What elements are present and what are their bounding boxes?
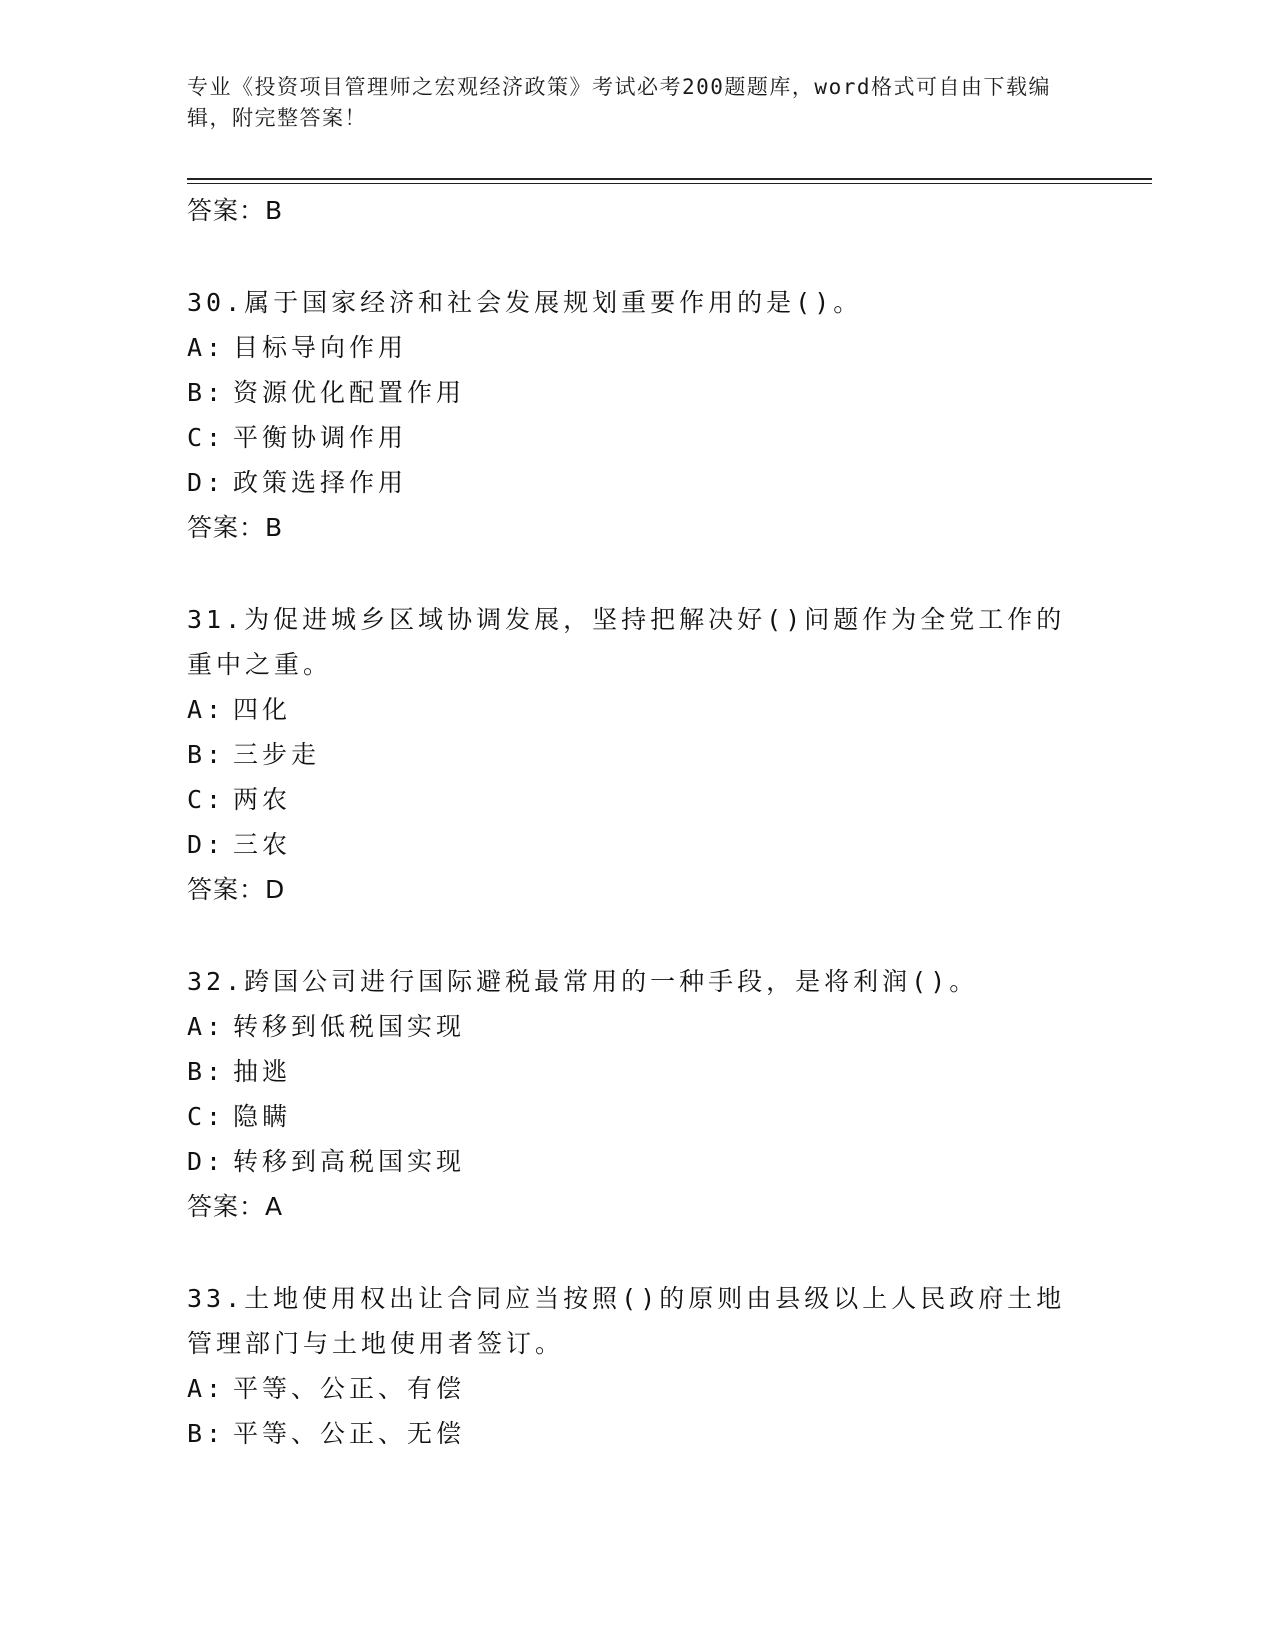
header-rule-thin — [187, 183, 1152, 184]
option-letter: A: — [187, 695, 226, 724]
question-33 — [187, 1276, 1152, 1456]
option-text: 平等、公正、有偿 — [233, 1374, 466, 1403]
question-stem: 31.为促进城乡区域协调发展，坚持把解决好()问题作为全党工作的重中之重。 — [187, 605, 1066, 679]
question-list — [187, 188, 1152, 1456]
option-letter: C: — [187, 423, 226, 452]
option-text: 三步走 — [233, 740, 321, 769]
option-text: 隐瞒 — [233, 1102, 292, 1131]
option-b — [187, 732, 1152, 777]
option-d — [187, 822, 1152, 867]
option-text: 资源优化配置作用 — [233, 378, 466, 407]
header-rule-thick — [187, 178, 1152, 180]
question-stem: 32.跨国公司进行国际避税最常用的一种手段，是将利润()。 — [187, 967, 979, 996]
option-text: 平等、公正、无偿 — [233, 1419, 466, 1448]
option-text: 抽逃 — [233, 1057, 292, 1086]
question-stem: 33.土地使用权出让合同应当按照()的原则由县级以上人民政府土地管理部门与土地使用者签订。 — [187, 1284, 1066, 1358]
option-d — [187, 460, 1152, 505]
option-text: 目标导向作用 — [233, 333, 408, 362]
option-a — [187, 325, 1152, 370]
option-letter: A: — [187, 333, 226, 362]
option-a — [187, 1366, 1152, 1411]
option-b — [187, 1411, 1152, 1456]
question-31 — [187, 597, 1152, 912]
option-text: 三农 — [233, 830, 292, 859]
question-32 — [187, 959, 1152, 1229]
answer-line: 答案：D — [187, 875, 286, 904]
option-text: 四化 — [233, 695, 292, 724]
option-letter: B: — [187, 378, 226, 407]
option-text: 转移到高税国实现 — [233, 1147, 466, 1176]
option-letter: A: — [187, 1374, 226, 1403]
answer-line: 答案：B — [187, 513, 284, 542]
option-b — [187, 1049, 1152, 1094]
answer-line: 答案：B — [187, 196, 284, 225]
answer-line: 答案：A — [187, 1192, 284, 1221]
option-text: 政策选择作用 — [233, 468, 408, 497]
option-text: 两农 — [233, 785, 292, 814]
option-letter: A: — [187, 1012, 226, 1041]
option-c — [187, 777, 1152, 822]
option-letter: B: — [187, 1057, 226, 1086]
option-c — [187, 1094, 1152, 1139]
option-d — [187, 1139, 1152, 1184]
option-letter: B: — [187, 740, 226, 769]
option-text: 平衡协调作用 — [233, 423, 408, 452]
document-header: 专业《投资项目管理师之宏观经济政策》考试必考200题题库，word格式可自由下载编辑，附完整答案！ — [187, 75, 1051, 130]
question-30 — [187, 280, 1152, 550]
option-text: 转移到低税国实现 — [233, 1012, 466, 1041]
option-a — [187, 1004, 1152, 1049]
option-letter: B: — [187, 1419, 226, 1448]
option-letter: C: — [187, 785, 226, 814]
option-b — [187, 370, 1152, 415]
option-letter: D: — [187, 830, 226, 859]
option-a — [187, 687, 1152, 732]
option-letter: D: — [187, 468, 226, 497]
option-letter: D: — [187, 1147, 226, 1176]
option-letter: C: — [187, 1102, 226, 1131]
question-stem: 30.属于国家经济和社会发展规划重要作用的是()。 — [187, 288, 863, 317]
option-c — [187, 415, 1152, 460]
